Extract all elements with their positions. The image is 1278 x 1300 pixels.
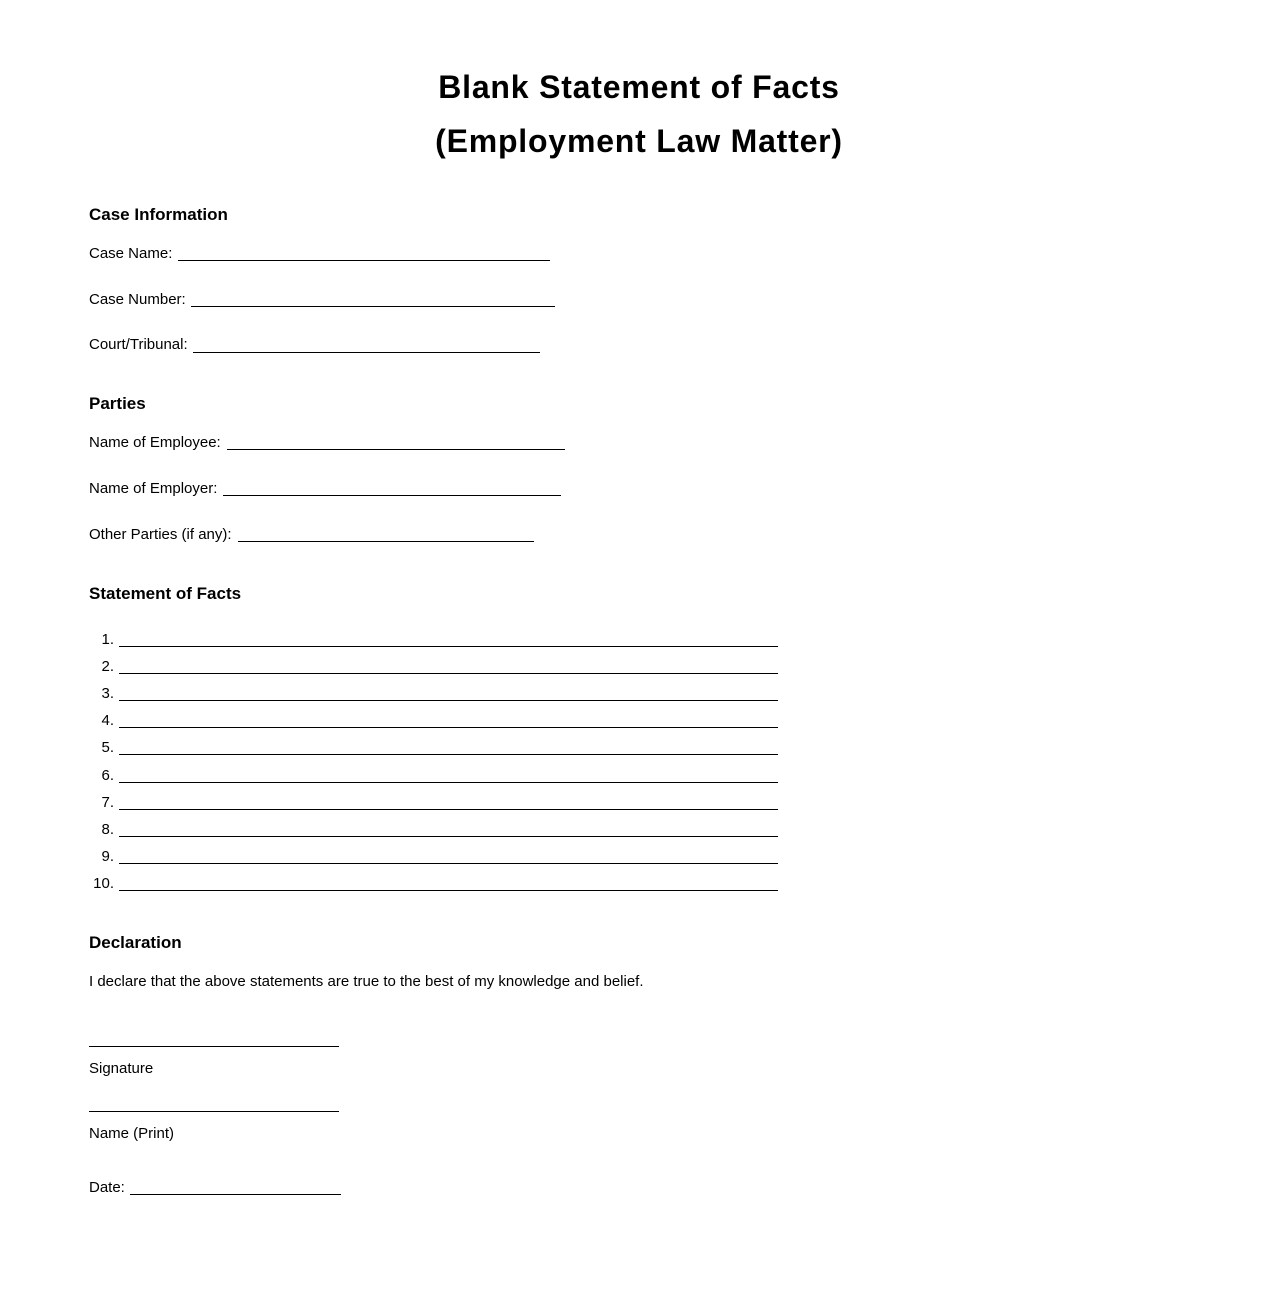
other-parties-label: Other Parties (if any): (89, 526, 232, 543)
fact-line[interactable] (119, 836, 778, 837)
fact-number: 8. (101, 821, 114, 838)
signature-label: Signature (89, 1060, 154, 1077)
fact-number: 5. (101, 739, 114, 756)
parties-heading: Parties (89, 394, 146, 413)
fact-line[interactable] (119, 782, 778, 783)
case-information-heading: Case Information (89, 205, 228, 224)
print-name-label: Name (Print) (89, 1125, 175, 1142)
document-title-line-2: (Employment Law Matter) (435, 123, 843, 159)
employee-name-label: Name of Employee: (89, 434, 221, 451)
case-number-label: Case Number: (89, 291, 186, 308)
fact-line[interactable] (119, 727, 778, 728)
court-tribunal-blank[interactable] (193, 352, 540, 353)
fact-number: 3. (101, 685, 114, 702)
fact-line[interactable] (119, 863, 778, 864)
signature-blank[interactable] (89, 1046, 339, 1047)
fact-line[interactable] (119, 646, 778, 647)
fact-line[interactable] (119, 890, 778, 891)
fact-number: 1. (101, 631, 114, 648)
fact-number: 2. (101, 658, 114, 675)
fact-number: 4. (101, 712, 114, 729)
date-label: Date: (89, 1179, 125, 1196)
fact-number: 7. (101, 794, 114, 811)
court-tribunal-label: Court/Tribunal: (89, 336, 188, 353)
declaration-text: I declare that the above statements are true to the best of my knowledge and belief. (89, 973, 644, 990)
case-name-label: Case Name: (89, 245, 173, 262)
fact-line[interactable] (119, 673, 778, 674)
case-name-blank[interactable] (178, 260, 550, 261)
statement-of-facts-heading: Statement of Facts (89, 584, 242, 603)
date-blank[interactable] (130, 1194, 341, 1195)
employer-name-blank[interactable] (223, 495, 561, 496)
employee-name-blank[interactable] (227, 449, 565, 450)
fact-number: 6. (101, 767, 114, 784)
fact-line[interactable] (119, 809, 778, 810)
print-name-blank[interactable] (89, 1111, 339, 1112)
employer-name-label: Name of Employer: (89, 480, 218, 497)
other-parties-blank[interactable] (238, 541, 534, 542)
fact-number: 9. (101, 848, 114, 865)
fact-number: 10. (93, 875, 114, 892)
fact-line[interactable] (119, 754, 778, 755)
fact-line[interactable] (119, 700, 778, 701)
declaration-heading: Declaration (89, 933, 182, 952)
document-title-line-1: Blank Statement of Facts (438, 69, 840, 105)
case-number-blank[interactable] (191, 306, 555, 307)
